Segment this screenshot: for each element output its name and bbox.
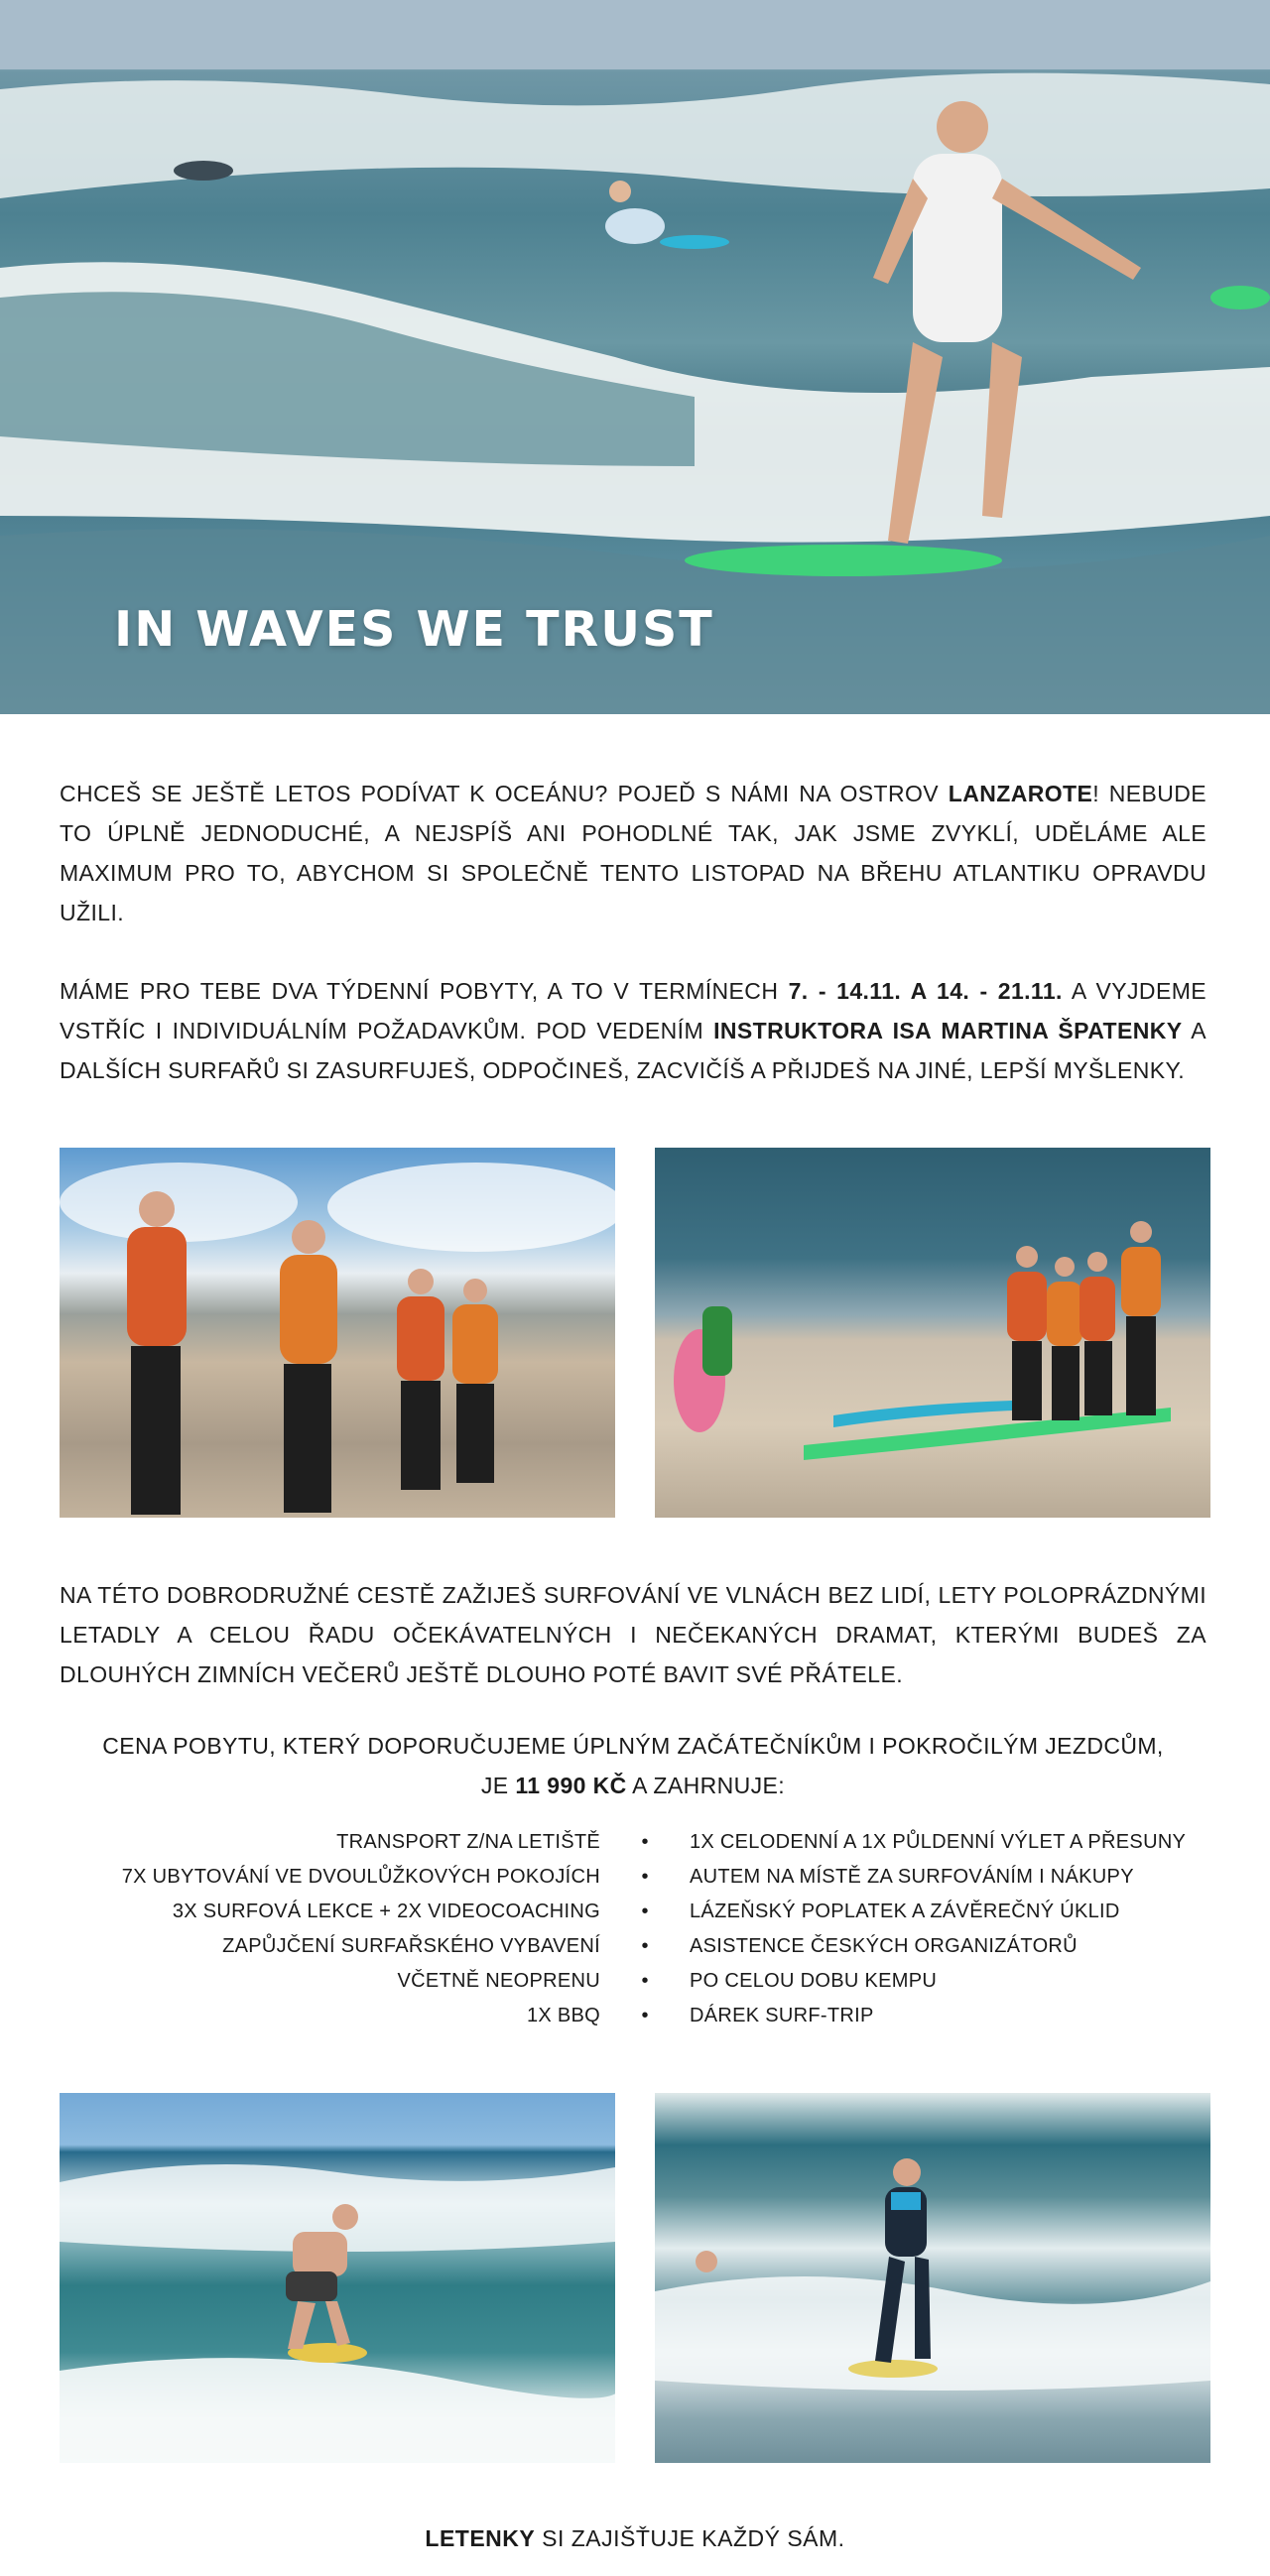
- intro-text: ! NEBUDE TO ÚPLNĚ JEDNODUCHÉ, A NEJSPÍŠ ANI POHODLNÉ TAK, JAK JSME ZVYKLÍ, UDĚLÁME ALE MAXIMUM PRO TO, ABYCHOM SI SPOLEČNĚ TENTO LISTOPAD NA BŘEHU ATLANTIKU OPRAVDU UŽILI.: [60, 781, 1206, 925]
- list-item: ZAPŮJČENÍ SURFAŘSKÉHO VYBAVENÍ: [222, 1935, 600, 1957]
- includes-left-column: [60, 1825, 600, 2033]
- hero-banner: [0, 0, 1270, 714]
- intro-text: A VYJDEME VSTŘÍC I INDIVIDUÁLNÍM POŽADAVKŮM. POD VEDENÍM: [60, 978, 1206, 1043]
- price-prefix: JE: [480, 1773, 516, 1798]
- price-line: [60, 1766, 1206, 1805]
- bullet-icon: •: [641, 1970, 649, 1992]
- includes-right-column: [690, 1825, 1206, 2033]
- bullet-icon: •: [641, 1901, 649, 1922]
- bullet-icon: •: [641, 1866, 649, 1888]
- adventure-paragraph: NA TÉTO DOBRODRUŽNÉ CESTĚ ZAŽIJEŠ SURFOVÁNÍ VE VLNÁCH BEZ LIDÍ, LETY POLOPRÁZDNÝMI LETADLY A CELOU ŘADU OČEKÁVATELNÝCH I NEČEKANÝCH DRAMAT, KTERÝMI BUDEŠ ZA DLOUHÝCH ZIMNÍCH VEČERŮ JEŠTĚ DLOUHO POTÉ BAVIT SVÉ PŘÁTELE.: [60, 1582, 1206, 1687]
- bullet-icon: •: [641, 1935, 649, 1957]
- list-item: 3X SURFOVÁ LEKCE + 2X VIDEOCOACHING: [172, 1901, 600, 1922]
- flights-text: SI ZAJIŠŤUJE KAŽDÝ SÁM.: [535, 2525, 845, 2551]
- bullet-icon: •: [641, 1831, 649, 1853]
- list-item: PO CELOU DOBU KEMPU: [690, 1970, 938, 1992]
- intro-text: CHCEŠ SE JEŠTĚ LETOS PODÍVAT K OCEÁNU? POJEĎ S NÁMI NA OSTROV: [60, 781, 949, 806]
- intro-text: A DALŠÍCH SURFAŘŮ SI ZASURFUJEŠ, ODPOČINEŠ, ZACVIČÍŠ A PŘIJDEŠ NA JINÉ, LEPŠÍ MYŠLENKY.: [60, 1018, 1206, 1083]
- intro-paragraph-2: [60, 971, 1206, 1090]
- list-item: LÁZEŇSKÝ POPLATEK A ZÁVĚREČNÝ ÚKLID: [690, 1901, 1120, 1922]
- photo-surfer-girl-standing: [655, 2093, 1210, 2463]
- includes-bullets: [600, 1825, 690, 2033]
- intro-text: MÁME PRO TEBE DVA TÝDENNÍ POBYTY, A TO V TERMÍNECH: [60, 978, 789, 1004]
- list-item: ASISTENCE ČESKÝCH ORGANIZÁTORŮ: [690, 1935, 1078, 1957]
- price-amount: 11 990 KČ: [515, 1773, 627, 1798]
- list-item: 1X BBQ: [526, 2005, 600, 2026]
- price-section: [60, 1726, 1206, 1805]
- bullet-icon: •: [641, 2005, 649, 2026]
- list-item: 7X UBYTOVÁNÍ VE DVOULŮŽKOVÝCH POKOJÍCH: [121, 1866, 600, 1888]
- intro-paragraph-1: [60, 774, 1206, 932]
- list-item: TRANSPORT Z/NA LETIŠTĚ: [336, 1831, 600, 1853]
- photo-surfers-wetsuits-beach: [60, 1148, 615, 1518]
- trip-dates: 7. - 14.11. A 14. - 21.11.: [788, 978, 1063, 1004]
- instructor-name: INSTRUKTORA ISA MARTINA ŠPATENKY: [713, 1018, 1183, 1043]
- flights-note: [0, 2525, 1270, 2552]
- list-item: AUTEM NA MÍSTĚ ZA SURFOVÁNÍM I NÁKUPY: [690, 1866, 1134, 1888]
- list-item: VČETNĚ NEOPRENU: [397, 1970, 600, 1992]
- list-item: DÁREK SURF-TRIP: [690, 2005, 874, 2026]
- flights-label: LETENKY: [425, 2525, 536, 2551]
- price-intro: CENA POBYTU, KTERÝ DOPORUČUJEME ÚPLNÝM ZAČÁTEČNÍKŮM I POKROČILÝM JEZDCŮM,: [102, 1733, 1164, 1759]
- includes-list: [60, 1825, 1210, 2033]
- hero-title: IN WAVES WE TRUST: [114, 601, 714, 658]
- destination-name: LANZAROTE: [948, 781, 1093, 806]
- photo-surfer-riding-wave: [60, 2093, 615, 2463]
- price-suffix: A ZAHRNUJE:: [626, 1773, 786, 1798]
- list-item: 1X CELODENNÍ A 1X PŮLDENNÍ VÝLET A PŘESUNY: [690, 1831, 1187, 1853]
- photo-surf-lesson-boards: [655, 1148, 1210, 1518]
